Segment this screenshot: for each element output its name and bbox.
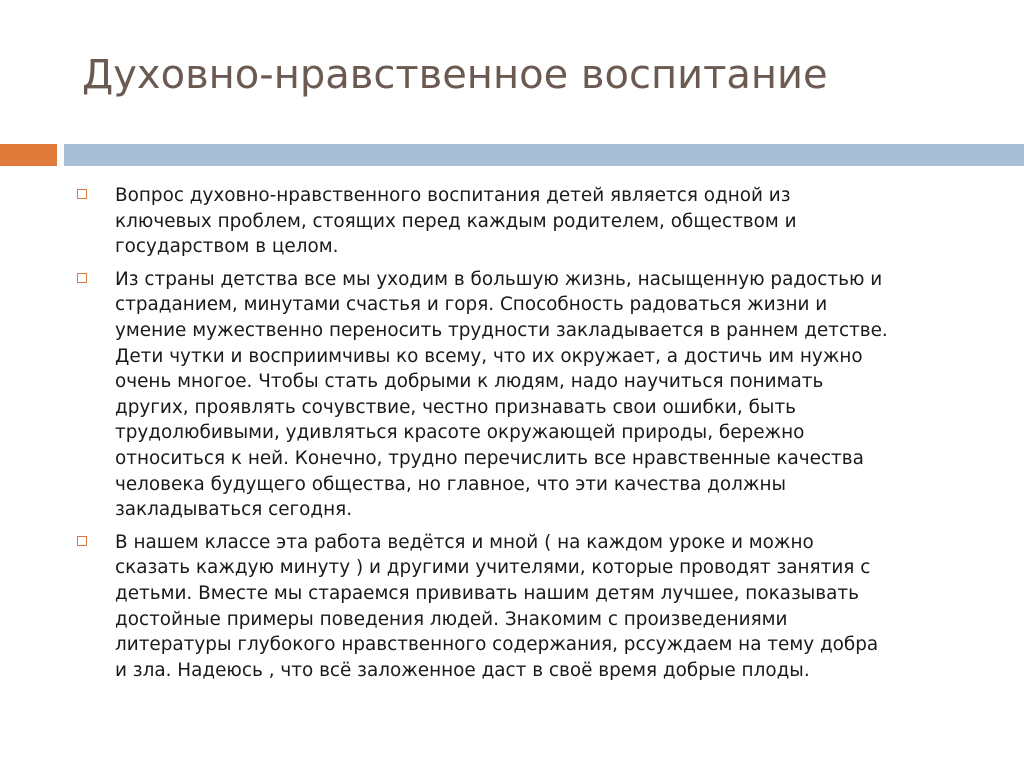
slide-title: Духовно-нравственное воспитание (82, 52, 828, 98)
title-underline-bar (64, 144, 1024, 166)
accent-bar (0, 144, 57, 166)
bullet-text: Вопрос духовно-нравственного воспитания детей является одной из ключевых проблем, стоящих перед каждым родителем, обществом и государством в целом. (115, 185, 797, 258)
bullet-item (72, 267, 972, 523)
bullet-item (72, 530, 972, 684)
bullet-text: Из страны детства все мы уходим в большую жизнь, насыщенную радостью и страданием, минутами счастья и горя. Способность радоваться жизни и умение мужественно переносить трудности закладывается в раннем детстве. Дети чутки и восприимчивы ко всему, что их окружает, а достичь им нужно очень многое. Чтобы стать добрыми к людям, надо научиться понимать других, проявлять сочувствие, честно признавать свои ошибки, быть трудолюбивыми, удивляться красоте окружающей природы, бережно относиться к ней. Конечно, трудно перечислить все нравственные качества человека будущего общества, но главное, что эти качества должны закладываться сегодня. (115, 268, 888, 521)
bullet-text: В нашем классе эта работа ведётся и мной ( на каждом уроке и можно сказать каждую минуту ) и другими учителями, которые проводят занятия с детьми. Вместе мы стараемся прививать нашим детям лучшее, показывать достойные примеры поведения людей. Знакомим с произведениями литературы глубокого нравственного содержания, рссуждаем на тему добра и зла. Надеюсь , что всё заложенное даст в своё время добрые плоды. (115, 531, 879, 681)
square-outline-icon (77, 273, 87, 283)
square-outline-icon (77, 536, 87, 546)
bullet-item (72, 183, 972, 260)
bullet-list (72, 183, 972, 690)
square-outline-icon (77, 189, 87, 199)
